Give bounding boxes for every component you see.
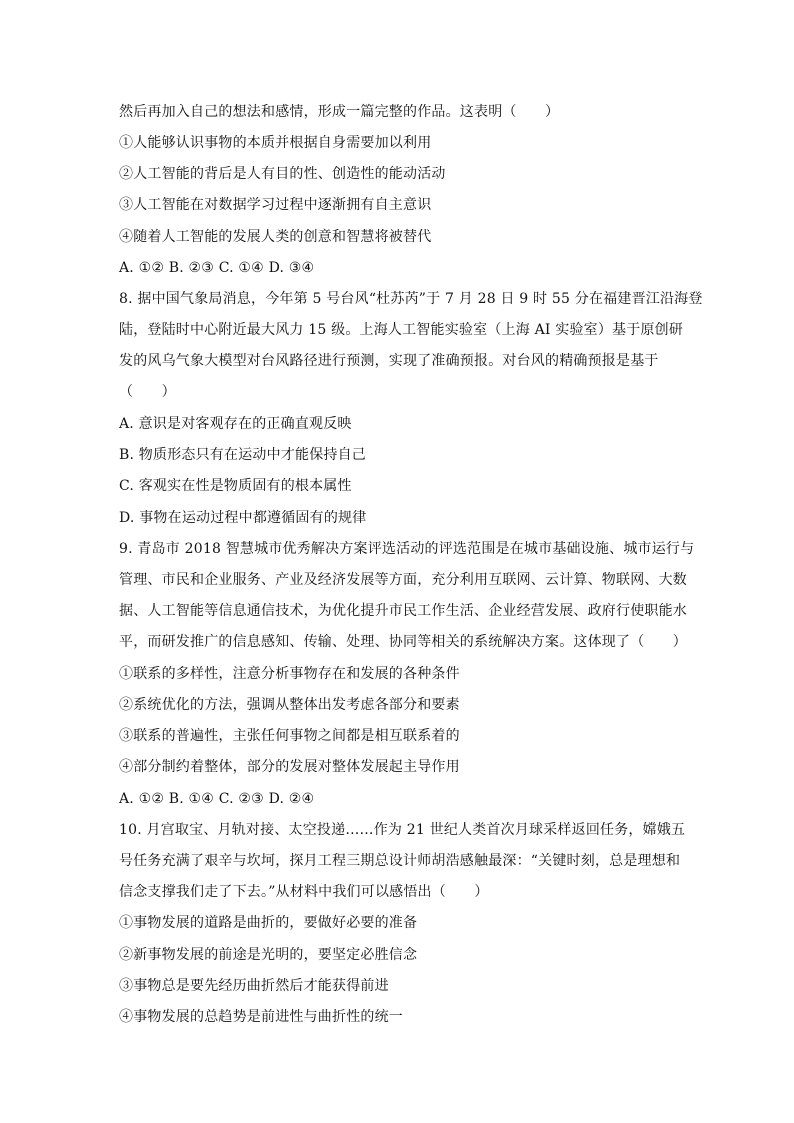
q9-statement-3: ③联系的普遍性，主张任何事物之间都是相互联系着的 bbox=[119, 728, 460, 744]
q8-stem-line-4: （ ） bbox=[119, 384, 176, 400]
q8-option-d: D. 事物在运动过程中都遵循固有的规律 bbox=[119, 510, 367, 526]
q9-stem-line-2: 管理、市民和企业服务、产业及经济发展等方面，充分利用互联网、云计算、物联网、大数 bbox=[119, 572, 687, 588]
q7-options: A. ①② B. ②③ C. ①④ D. ③④ bbox=[119, 260, 315, 276]
q7-stem-end: 然后再加入自己的想法和感情，形成一篇完整的作品。这表明（ ） bbox=[119, 104, 560, 120]
q9-statement-1: ①联系的多样性，注意分析事物存在和发展的各种条件 bbox=[119, 666, 460, 682]
q8-stem-line-2: 陆，登陆时中心附近最大风力 15 级。上海人工智能实验室（上海 AI 实验室）基于原创研 bbox=[119, 322, 684, 338]
q9-statement-4: ④部分制约着整体，部分的发展对整体发展起主导作用 bbox=[119, 759, 460, 775]
q7-statement-1: ①人能够认识事物的本质并根据自身需要加以利用 bbox=[119, 135, 432, 151]
q10-stem-line-2: 号任务充满了艰辛与坎坷，探月工程三期总设计师胡浩感触最深：“关键时刻，总是理想和 bbox=[119, 853, 681, 869]
q8-stem-line-1: 8. 据中国气象局消息，今年第 5 号台风“杜苏芮”于 7 月 28 日 9 时 55 分在福建晋江沿海登 bbox=[119, 291, 703, 307]
q9-stem-line-1: 9. 青岛市 2018 智慧城市优秀解决方案评选活动的评选范围是在城市基础设施、城市运行与 bbox=[119, 541, 695, 557]
q10-stem-line-3: 信念支撑我们走了下去。”从材料中我们可以感悟出（ ） bbox=[119, 884, 489, 900]
q10-stem-line-1: 10. 月宫取宝、月轨对接、太空投递……作为 21 世纪人类首次月球采样返回任务，嫦娥五 bbox=[119, 822, 686, 838]
q7-statement-2: ②人工智能的背后是人有目的性、创造性的能动活动 bbox=[119, 166, 446, 182]
q9-stem-line-3: 据、人工智能等信息通信技术，为优化提升市民工作生活、企业经营发展、政府行使职能水 bbox=[119, 603, 687, 619]
q10-statement-3: ③事物总是要先经历曲折然后才能获得前进 bbox=[119, 978, 389, 994]
q8-option-b: B. 物质形态只有在运动中才能保持自己 bbox=[119, 447, 366, 463]
q7-statement-4: ④随着人工智能的发展人类的创意和智慧将被替代 bbox=[119, 229, 432, 245]
q8-stem-line-3: 发的风乌气象大模型对台风路径进行预测，实现了准确预报。对台风的精确预报是基于 bbox=[119, 353, 659, 369]
q10-statement-1: ①事物发展的道路是曲折的，要做好必要的准备 bbox=[119, 915, 418, 931]
q8-option-c: C. 客观实在性是物质固有的根本属性 bbox=[119, 478, 352, 494]
q9-statement-2: ②系统优化的方法，强调从整体出发考虑各部分和要素 bbox=[119, 697, 460, 713]
q10-statement-4: ④事物发展的总趋势是前进性与曲折性的统一 bbox=[119, 1009, 403, 1025]
q7-statement-3: ③人工智能在对数据学习过程中逐渐拥有自主意识 bbox=[119, 197, 432, 213]
q10-statement-2: ②新事物发展的前途是光明的，要坚定必胜信念 bbox=[119, 947, 418, 963]
q8-option-a: A. 意识是对客观存在的正确直观反映 bbox=[119, 416, 352, 432]
q9-options: A. ①② B. ①④ C. ②③ D. ②④ bbox=[119, 791, 315, 807]
q9-stem-line-4: 平，而研发推广的信息感知、传输、处理、协同等相关的系统解决方案。这体现了（ ） bbox=[119, 634, 687, 650]
